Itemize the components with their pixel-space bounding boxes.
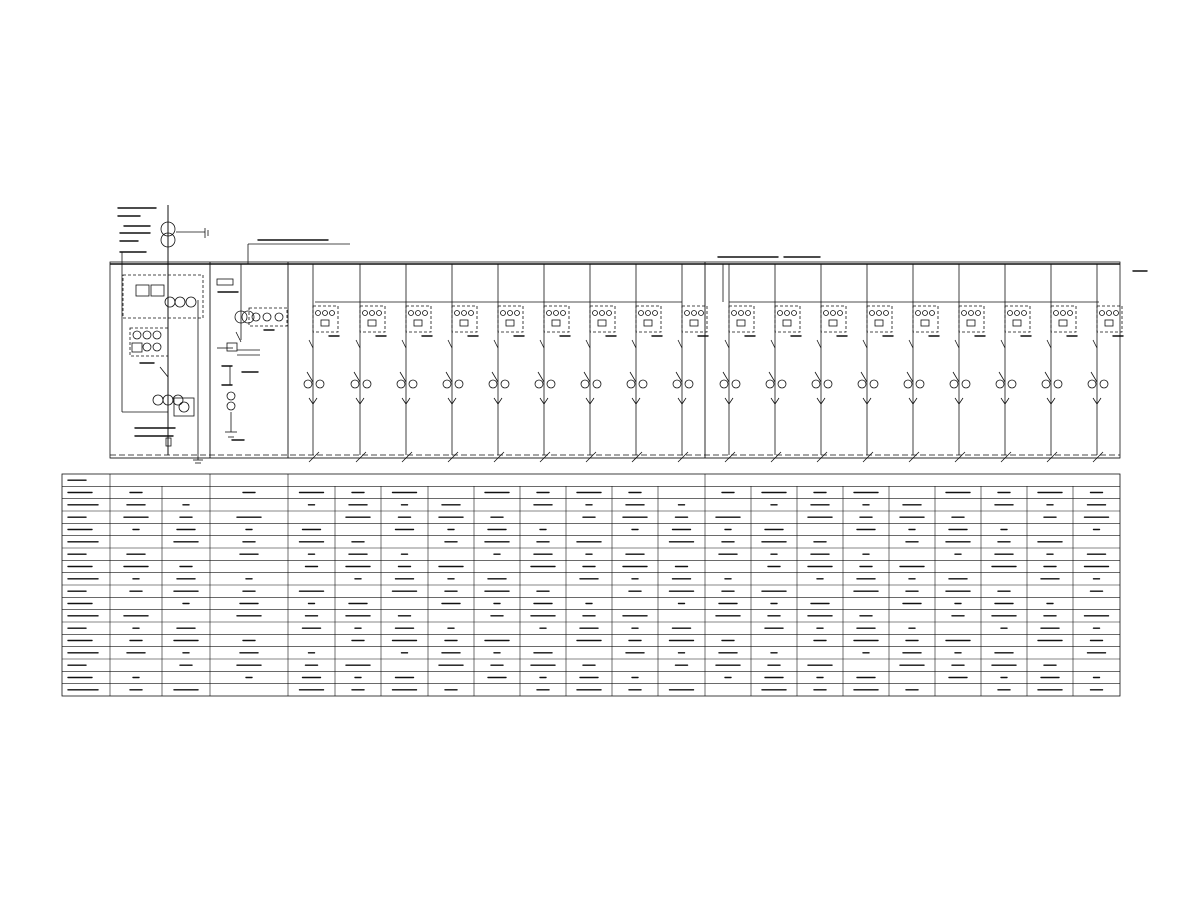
feeder-ct-a7: [593, 380, 601, 388]
meter-a: [133, 331, 141, 339]
diagram-geometry: [62, 205, 1147, 696]
surge-device: [179, 402, 189, 412]
feeder-isolator-b3: [817, 340, 821, 348]
feeder-meter-b6: [976, 311, 981, 316]
feeder-meter-box-b4: [867, 306, 892, 332]
feeder-ct-b7: [996, 380, 1004, 388]
feeder-meter-a3: [416, 311, 421, 316]
feeder-cable-a3: [402, 398, 406, 404]
feeder-meter-box-a5: [498, 306, 523, 332]
feeder-ct-a3: [409, 380, 417, 388]
feeder-ct-a8: [639, 380, 647, 388]
feeder-meter-box-b8: [1051, 306, 1076, 332]
feeder-meter-a7: [593, 311, 598, 316]
feeder-meter-b1: [739, 311, 744, 316]
feeder-meter-b5: [923, 311, 928, 316]
feeder-ct-a2: [363, 380, 371, 388]
feeder-ct-b4: [858, 380, 866, 388]
feeder-ct-a9: [685, 380, 693, 388]
feeder-ct-b4: [870, 380, 878, 388]
feeder-meter-a8: [646, 311, 651, 316]
feeder-ct-a2: [351, 380, 359, 388]
feeder-isolator-a8: [632, 340, 636, 348]
feeder-earth-b8: [1047, 452, 1057, 462]
feeder-cable-a4: [448, 398, 452, 404]
meter: [275, 313, 283, 321]
feeder-isolator-a2: [356, 340, 360, 348]
feeder-cable-a3: [406, 398, 410, 404]
feeder-meter-box-a1: [313, 306, 338, 332]
feeder-meter-a7: [600, 311, 605, 316]
feeder-isolator-b1: [725, 340, 729, 348]
feeder-isolator-b4: [863, 340, 867, 348]
meter-v: [153, 343, 161, 351]
feeder-meter-b4: [877, 311, 882, 316]
feeder-meter-b4: [884, 311, 889, 316]
feeder-relay-a1: [321, 320, 329, 326]
feeder-meter-box-a8: [636, 306, 661, 332]
feeder-meter-box-b3: [821, 306, 846, 332]
feeder-cable-b2: [775, 398, 779, 404]
feeder-earth-b7: [1001, 452, 1011, 462]
feeder-earth-b6: [955, 452, 965, 462]
feeder-cable-a5: [498, 398, 502, 404]
feeder-isolator-b5: [909, 340, 913, 348]
ct-symbol: [165, 297, 175, 307]
feeder-relay-b5: [921, 320, 929, 326]
feeder-relay-b2: [783, 320, 791, 326]
feeder-meter-box-a7: [590, 306, 615, 332]
feeder-meter-b9: [1107, 311, 1112, 316]
feeder-meter-b9: [1100, 311, 1105, 316]
feeder-ct-a6: [547, 380, 555, 388]
feeder-ct-b6: [950, 380, 958, 388]
feeder-ct-b5: [904, 380, 912, 388]
feeder-meter-box-a6: [544, 306, 569, 332]
feeder-cable-a9: [682, 398, 686, 404]
feeder-isolator-a9: [678, 340, 682, 348]
feeder-cable-a1: [313, 398, 317, 404]
feeder-meter-box-a2: [360, 306, 385, 332]
pt-coil: [227, 392, 235, 400]
feeder-cable-b1: [729, 398, 733, 404]
feeder-meter-b3: [831, 311, 836, 316]
feeder-earth-a1: [309, 452, 319, 462]
feeder-earth-a8: [632, 452, 642, 462]
feeder-meter-a4: [455, 311, 460, 316]
feeder-meter-a9: [685, 311, 690, 316]
feeder-relay-b9: [1105, 320, 1113, 326]
feeder-meter-a4: [469, 311, 474, 316]
feeder-meter-b7: [1015, 311, 1020, 316]
feeder-earth-a4: [448, 452, 458, 462]
feeder-cable-b6: [959, 398, 963, 404]
feeder-cable-a7: [590, 398, 594, 404]
feeder-cable-a6: [544, 398, 548, 404]
feeder-earth-a7: [586, 452, 596, 462]
feeder-meter-box-a4: [452, 306, 477, 332]
feeder-ct-b8: [1054, 380, 1062, 388]
feeder-isolator-b2: [771, 340, 775, 348]
feeder-earth-b2: [771, 452, 781, 462]
feeder-meter-a4: [462, 311, 467, 316]
feeder-meter-b8: [1068, 311, 1073, 316]
ct-symbol: [186, 297, 196, 307]
feeder-cable-a1: [309, 398, 313, 404]
feeder-ct-a4: [443, 380, 451, 388]
feeder-cable-b4: [863, 398, 867, 404]
feeder-earth-a5: [494, 452, 504, 462]
feeder-ct-b9: [1088, 380, 1096, 388]
feeder-cable-b3: [817, 398, 821, 404]
feeder-cable-b4: [867, 398, 871, 404]
feeder-meter-a5: [508, 311, 513, 316]
feeder-relay-b1: [737, 320, 745, 326]
feeder-isolator-b6: [955, 340, 959, 348]
feeder-ct-b2: [766, 380, 774, 388]
feeder-cable-b1: [725, 398, 729, 404]
feeder-meter-box-b6: [959, 306, 984, 332]
feeder-meter-b3: [838, 311, 843, 316]
feeder-meter-a1: [316, 311, 321, 316]
feeder-isolator-a7: [586, 340, 590, 348]
feeder-relay-a7: [598, 320, 606, 326]
feeder-meter-box-a9: [682, 306, 707, 332]
feeder-meter-a2: [377, 311, 382, 316]
feeder-meter-a7: [607, 311, 612, 316]
feeder-ct-b7: [1008, 380, 1016, 388]
pt-fuse: [227, 343, 237, 351]
feeder-earth-a2: [356, 452, 366, 462]
feeder-ct-b2: [778, 380, 786, 388]
feeder-cable-a8: [632, 398, 636, 404]
feeder-cable-a7: [586, 398, 590, 404]
feeder-isolator-a5: [494, 340, 498, 348]
feeder-ct-b9: [1100, 380, 1108, 388]
incoming-ct: [173, 395, 183, 405]
feeder-isolator-b9: [1093, 340, 1097, 348]
feeder-meter-a3: [423, 311, 428, 316]
feeder-earth-b5: [909, 452, 919, 462]
feeder-ct-a9: [673, 380, 681, 388]
ct-symbol: [175, 297, 185, 307]
feeder-cable-a5: [494, 398, 498, 404]
feeder-ct-b3: [812, 380, 820, 388]
feeder-meter-a3: [409, 311, 414, 316]
pt-disconnect: [236, 332, 241, 342]
feeder-meter-a5: [501, 311, 506, 316]
feeder-meter-box-b1: [729, 306, 754, 332]
feeder-earth-a3: [402, 452, 412, 462]
feeder-meter-b6: [969, 311, 974, 316]
feeder-meter-b7: [1022, 311, 1027, 316]
feeder-ct-b3: [824, 380, 832, 388]
feeder-relay-b3: [829, 320, 837, 326]
feeder-cable-b7: [1005, 398, 1009, 404]
feeder-cable-b8: [1051, 398, 1055, 404]
feeder-ct-a5: [489, 380, 497, 388]
feeder-cable-b8: [1047, 398, 1051, 404]
feeder-cable-a9: [678, 398, 682, 404]
panel-enclosure: [110, 262, 1120, 458]
feeder-isolator-a1: [309, 340, 313, 348]
feeder-meter-b4: [870, 311, 875, 316]
feeder-earth-a6: [540, 452, 550, 462]
feeder-meter-box-b5: [913, 306, 938, 332]
feeder-meter-b8: [1061, 311, 1066, 316]
feeder-relay-b7: [1013, 320, 1021, 326]
feeder-meter-b1: [746, 311, 751, 316]
feeder-meter-a2: [370, 311, 375, 316]
feeder-ct-a7: [581, 380, 589, 388]
feeder-meter-a6: [547, 311, 552, 316]
feeder-relay-a2: [368, 320, 376, 326]
feeder-meter-a1: [323, 311, 328, 316]
feeder-relay-b8: [1059, 320, 1067, 326]
feeder-meter-box-b9: [1097, 306, 1122, 332]
feeder-meter-b7: [1008, 311, 1013, 316]
feeder-ct-a4: [455, 380, 463, 388]
meter: [252, 313, 260, 321]
feeder-ct-a8: [627, 380, 635, 388]
feeder-cable-a6: [540, 398, 544, 404]
feeder-meter-b5: [916, 311, 921, 316]
feeder-meter-a6: [561, 311, 566, 316]
feeder-cable-a2: [360, 398, 364, 404]
feeder-meter-a5: [515, 311, 520, 316]
feeder-meter-a9: [692, 311, 697, 316]
feeder-ct-b1: [720, 380, 728, 388]
feeder-cable-b6: [955, 398, 959, 404]
pt-coil: [227, 402, 235, 410]
feeder-ct-a1: [304, 380, 312, 388]
feeder-relay-a4: [460, 320, 468, 326]
feeder-meter-box-a3: [406, 306, 431, 332]
pt-meter-box: [249, 308, 287, 326]
feeder-ct-a1: [316, 380, 324, 388]
relay-box: [151, 285, 164, 296]
feeder-ct-a5: [501, 380, 509, 388]
meter-v: [143, 343, 151, 351]
feeder-ct-b8: [1042, 380, 1050, 388]
meter: [263, 313, 271, 321]
surge-box: [174, 398, 194, 416]
feeder-meter-b1: [732, 311, 737, 316]
feeder-meter-b2: [785, 311, 790, 316]
incoming-breaker: [160, 367, 168, 377]
feeder-meter-b9: [1114, 311, 1119, 316]
meter-a: [153, 331, 161, 339]
feeder-meter-b5: [930, 311, 935, 316]
feeder-relay-a6: [552, 320, 560, 326]
incoming-protection-box: [123, 275, 203, 318]
feeder-meter-box-b2: [775, 306, 800, 332]
feeder-isolator-b8: [1047, 340, 1051, 348]
feeder-cable-b9: [1093, 398, 1097, 404]
feeder-relay-a5: [506, 320, 514, 326]
feeder-ct-a6: [535, 380, 543, 388]
feeder-ct-a3: [397, 380, 405, 388]
feeder-cable-a8: [636, 398, 640, 404]
feeder-meter-a8: [639, 311, 644, 316]
feeder-ct-b6: [962, 380, 970, 388]
feeder-meter-a9: [699, 311, 704, 316]
meter-a: [143, 331, 151, 339]
feeder-cable-a4: [452, 398, 456, 404]
feeder-cable-b9: [1097, 398, 1101, 404]
feeder-isolator-a3: [402, 340, 406, 348]
feeder-earth-b9: [1093, 452, 1103, 462]
feeder-cable-a2: [356, 398, 360, 404]
feeder-earth-b4: [863, 452, 873, 462]
feeder-meter-b6: [962, 311, 967, 316]
feeder-meter-b2: [792, 311, 797, 316]
label-box: [217, 279, 233, 285]
feeder-cable-b5: [909, 398, 913, 404]
feeder-isolator-a6: [540, 340, 544, 348]
feeder-cable-b2: [771, 398, 775, 404]
feeder-meter-b8: [1054, 311, 1059, 316]
feeder-earth-b1: [725, 452, 735, 462]
feeder-meter-b3: [824, 311, 829, 316]
feeder-cable-b3: [821, 398, 825, 404]
feeder-isolator-a4: [448, 340, 452, 348]
feeder-meter-a1: [330, 311, 335, 316]
feeder-cable-b7: [1001, 398, 1005, 404]
feeder-meter-b2: [778, 311, 783, 316]
feeder-relay-b4: [875, 320, 883, 326]
feeder-earth-b3: [817, 452, 827, 462]
meter-v: [132, 343, 142, 352]
feeder-isolator-b7: [1001, 340, 1005, 348]
feeder-meter-box-b7: [1005, 306, 1030, 332]
feeder-relay-b6: [967, 320, 975, 326]
feeder-relay-a3: [414, 320, 422, 326]
feeder-relay-a9: [690, 320, 698, 326]
feeder-meter-a8: [653, 311, 658, 316]
feeder-earth-a9: [678, 452, 688, 462]
relay-box: [136, 285, 149, 296]
feeder-meter-a6: [554, 311, 559, 316]
feeder-cable-b5: [913, 398, 917, 404]
feeder-relay-a8: [644, 320, 652, 326]
feeder-ct-b1: [732, 380, 740, 388]
feeder-meter-a2: [363, 311, 368, 316]
feeder-ct-b5: [916, 380, 924, 388]
incoming-ct: [153, 395, 163, 405]
